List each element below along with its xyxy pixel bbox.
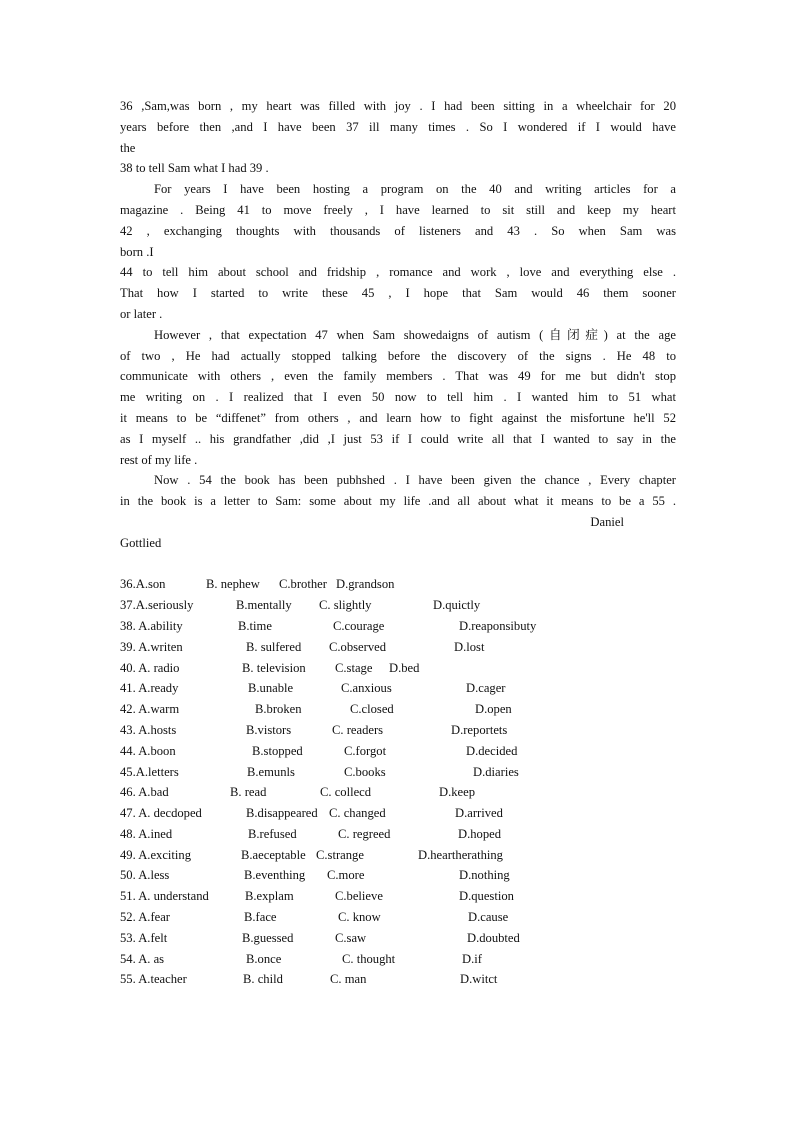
option-c: C.forgot — [344, 743, 387, 758]
option-b: B.broken — [255, 702, 302, 717]
options-list — [120, 574, 676, 990]
option-c: C.saw — [335, 930, 367, 945]
passage-line: or later . — [120, 306, 163, 321]
passage-line: That how I started to write these 45 , I hope that Sam would 46 them sooner — [120, 286, 676, 301]
passage-line: 38 to tell Sam what I had 39 . — [120, 161, 269, 176]
option-row — [120, 637, 676, 658]
option-b: B.stopped — [252, 743, 303, 758]
option-c: C.more — [327, 868, 365, 883]
option-c: C. regreed — [338, 826, 391, 841]
option-d: D.doubted — [467, 930, 520, 945]
option-d: D.nothing — [459, 868, 510, 883]
option-d: D.cause — [468, 910, 509, 925]
option-a: 40. A. radio — [120, 660, 180, 675]
option-row — [120, 907, 676, 928]
option-b: B.guessed — [242, 930, 294, 945]
option-a: 38. A.ability — [120, 618, 183, 633]
option-b: B.time — [238, 618, 272, 633]
option-c: C. readers — [332, 722, 384, 737]
option-row — [120, 658, 676, 679]
option-b: B.emunls — [247, 764, 295, 779]
option-d: D.bed — [389, 660, 420, 675]
option-row — [120, 803, 676, 824]
passage-line: communicate with others , even the family members . That was 49 for me but didn't stop — [120, 369, 676, 384]
passage-line: 36 ,Sam,was born , my heart was filled with joy . I had been sitting in a wheelchair for 20 — [120, 99, 676, 113]
passage-line: the — [120, 140, 136, 155]
option-row — [120, 782, 676, 803]
option-row — [120, 824, 676, 845]
option-d: D.if — [462, 951, 482, 966]
passage — [120, 96, 676, 554]
option-d: D.cager — [466, 681, 506, 696]
option-b: B.aeceptable — [241, 847, 306, 862]
document-page — [120, 96, 676, 990]
option-b: B. sulfered — [246, 639, 302, 654]
option-a: 53. A.felt — [120, 930, 168, 945]
option-c: C. thought — [342, 951, 396, 966]
option-d: D.grandson — [336, 577, 395, 592]
option-c: C.anxious — [341, 681, 392, 696]
option-d: D.reaponsibuty — [459, 618, 537, 633]
passage-line: in the book is a letter to Sam: some about my life .and all about what it means to be a 55 . — [120, 494, 676, 509]
option-c: C.closed — [350, 702, 394, 717]
option-b: B.disappeared — [246, 806, 318, 821]
option-c: C. collecd — [320, 785, 372, 800]
option-c: C.books — [344, 764, 386, 779]
option-d: D.question — [459, 889, 514, 904]
option-row — [120, 762, 676, 783]
option-b: B. child — [243, 972, 283, 987]
option-c: C. slightly — [319, 598, 372, 613]
passage-line: For years I have been hosting a program on the 40 and writing articles for a — [154, 182, 676, 197]
option-a: 47. A. decdoped — [120, 806, 202, 821]
passage-line: me writing on . I realized that I even 50 now to tell him . I wanted him to 51 what — [120, 390, 676, 405]
option-c: C.believe — [335, 889, 383, 904]
option-row — [120, 949, 676, 970]
option-c: C. changed — [329, 806, 386, 821]
passage-line: it means to be “diffenet” from others , and learn how to fight against the misfortune he'll 52 — [120, 410, 676, 425]
option-d: D.lost — [454, 639, 485, 654]
passage-line: However , that expectation 47 when Sam showedaigns of autism (自闭症) at the age — [154, 327, 676, 342]
option-d: D.quictly — [433, 598, 481, 613]
option-b: B. television — [242, 660, 306, 675]
option-c: C.courage — [333, 618, 385, 633]
option-b: B.face — [244, 910, 277, 925]
option-c: C. man — [330, 972, 367, 987]
option-a: 48. A.ined — [120, 826, 173, 841]
passage-line: as I myself .. his grandfather ,did ,I just 53 if I could write all that I wanted to say in the — [120, 431, 676, 446]
option-c: C.brother — [279, 577, 327, 592]
option-row — [120, 741, 676, 762]
option-a: 54. A. as — [120, 951, 165, 966]
option-row — [120, 574, 676, 595]
passage-line: Now . 54 the book has been pubhshed . I have been given the chance , Every chapter — [154, 473, 676, 488]
option-a: 44. A.boon — [120, 743, 176, 758]
option-a: 46. A.bad — [120, 785, 169, 800]
option-row — [120, 886, 676, 907]
option-row — [120, 678, 676, 699]
option-row — [120, 928, 676, 949]
option-row — [120, 595, 676, 616]
passage-line: years before then ,and I have been 37 ill many times . So I wondered if I would have — [120, 119, 676, 134]
option-a: 50. A.less — [120, 868, 170, 883]
option-a: 51. A. understand — [120, 889, 209, 904]
option-d: D.reportets — [451, 722, 508, 737]
option-row — [120, 845, 676, 866]
option-b: B. nephew — [206, 577, 260, 592]
option-row — [120, 699, 676, 720]
option-c: C.observed — [329, 639, 387, 654]
option-d: D.keep — [439, 785, 476, 800]
passage-line: rest of my life . — [120, 452, 198, 467]
option-b: B.unable — [248, 681, 294, 696]
option-row — [120, 616, 676, 637]
option-b: B. read — [230, 785, 267, 800]
option-a: 43. A.hosts — [120, 722, 177, 737]
signature-first: Daniel — [590, 514, 624, 529]
passage-line: 42 , exchanging thoughts with thousands of listeners and 43 . So when Sam was — [120, 223, 676, 238]
option-a: 41. A.ready — [120, 681, 179, 696]
option-a: 45.A.letters — [120, 764, 179, 779]
option-d: D.arrived — [455, 806, 503, 821]
option-a: 42. A.warm — [120, 702, 180, 717]
passage-line: born .I — [120, 244, 154, 259]
option-d: D.diaries — [473, 764, 519, 779]
option-d: D.open — [475, 702, 512, 717]
passage-line: magazine . Being 41 to move freely , I have learned to sit still and keep my heart — [120, 202, 676, 217]
option-b: B.vistors — [246, 722, 292, 737]
option-a: 36.A.son — [120, 577, 166, 592]
option-c: C.stage — [335, 660, 373, 675]
option-d: D.witct — [460, 972, 498, 987]
option-b: B.explam — [245, 889, 294, 904]
option-b: B.once — [246, 951, 282, 966]
option-d: D.heartherathing — [418, 847, 503, 862]
option-d: D.hoped — [458, 826, 502, 841]
option-a: 37.A.seriously — [120, 598, 194, 613]
passage-line: 44 to tell him about school and fridship , romance and work , love and everything else . — [120, 265, 676, 280]
option-a: 49. A.exciting — [120, 847, 192, 862]
passage-line: of two , He had actually stopped talking before the discovery of the signs . He 48 to — [120, 348, 676, 363]
signature-last: Gottlied — [120, 535, 162, 550]
option-b: B.mentally — [236, 598, 292, 613]
option-b: B.refused — [248, 826, 297, 841]
option-b: B.eventhing — [244, 868, 306, 883]
option-row — [120, 865, 676, 886]
option-a: 52. A.fear — [120, 910, 171, 925]
option-a: 39. A.writen — [120, 639, 183, 654]
option-row — [120, 720, 676, 741]
option-d: D.decided — [466, 743, 518, 758]
option-c: C.strange — [316, 847, 364, 862]
option-c: C. know — [338, 910, 381, 925]
option-row — [120, 969, 676, 990]
option-a: 55. A.teacher — [120, 972, 187, 987]
